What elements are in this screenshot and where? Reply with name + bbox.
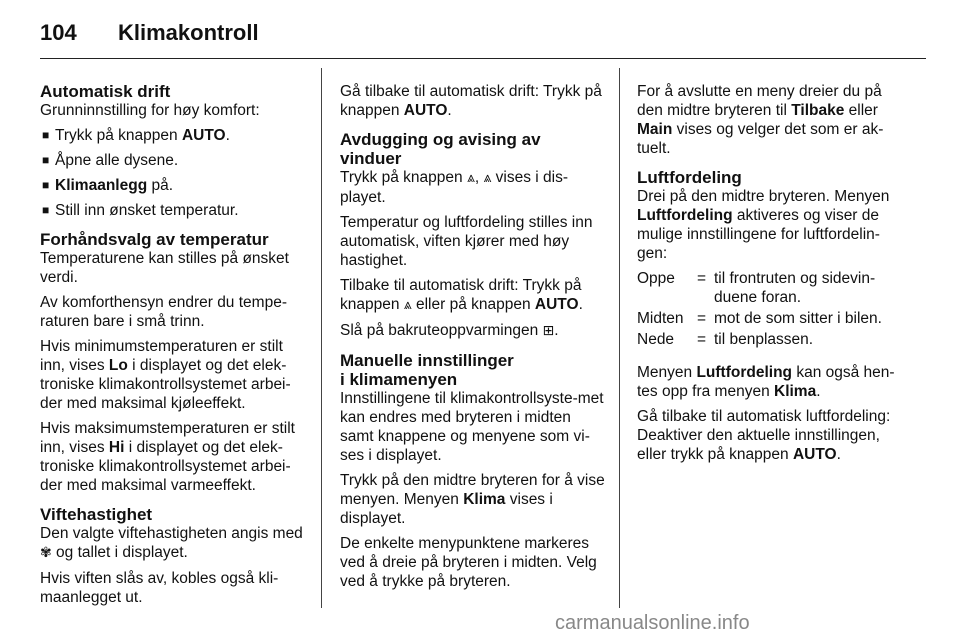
paragraph: Grunninnstilling for høy komfort: [40, 102, 260, 119]
chapter-title: Klimakontroll [118, 20, 259, 45]
paragraph: Hvis viften slås av, kobles også kli-maanlegget ut. [40, 570, 279, 606]
list-item: ■ Klimaanlegg på. [42, 177, 174, 194]
fan-icon: ✾ [40, 545, 52, 561]
list-item: ■ Trykk på knappen AUTO. [42, 127, 230, 144]
page-number: 104 [40, 20, 77, 45]
bullet-icon: ■ [42, 153, 50, 167]
paragraph: Gå tilbake til automatisk drift: Trykk på knappen AUTO. [340, 83, 602, 119]
paragraph: De enkelte menypunktene markeres ved å dreie på bryteren i midten. Velg ved å trykke på bryteren. [340, 535, 597, 590]
rear-window-heating-icon: ⊞ [542, 323, 555, 339]
options-table [637, 269, 905, 351]
list-item: ■ Åpne alle dysene. [42, 152, 179, 169]
section-title: Manuelle innstillinger i klimamenyen [340, 351, 514, 389]
paragraph: Den valgte viftehastigheten angis med ✾ og tallet i displayet. [40, 525, 303, 561]
column-1 [40, 82, 306, 617]
windscreen-defrost-icon: ⩓ [483, 170, 492, 186]
section-title: Forhåndsvalg av temperatur [40, 230, 269, 249]
bullet-icon: ■ [42, 178, 50, 192]
column-3 [637, 82, 905, 474]
bullet-icon: ■ [42, 128, 50, 142]
table-row: Oppe = til frontruten og sidevin-duene foran. [637, 270, 876, 306]
windscreen-defrost-icon: ⩓ [466, 170, 475, 186]
windscreen-defrost-icon: ⩓ [403, 297, 412, 313]
table-row: Midten = mot de som sitter i bilen. [637, 310, 882, 327]
paragraph: Gå tilbake til automatisk luftfordeling: Deaktiver den aktuelle innstillingen, eller trykk på knappen AUTO. [637, 408, 891, 463]
paragraph: Tilbake til automatisk drift: Trykk på knappen ⩓ eller på knappen AUTO. [340, 277, 583, 313]
list-item: ■ Still inn ønsket temperatur. [42, 202, 239, 219]
paragraph: Av komforthensyn endrer du tempe-raturen bare i små trinn. [40, 294, 287, 330]
paragraph: Trykk på knappen ⩓, ⩓ vises i dis-playet. [340, 169, 569, 206]
paragraph: Slå på bakruteoppvarmingen ⊞. [340, 322, 559, 339]
paragraph: For å avslutte en meny dreier du på den midtre bryteren til Tilbake eller Main vises og velger det som er ak-tuelt. [637, 83, 884, 157]
paragraph: Temperatur og luftfordeling stilles inn automatisk, viften kjører med høy hastighet. [340, 214, 593, 269]
paragraph: Temperaturene kan stilles på ønsket verdi. [40, 250, 289, 286]
section-title: Avdugging og avising av vinduer [340, 130, 541, 168]
paragraph: Hvis minimumstemperaturen er stilt inn, vises Lo i displayet og det elek-troniske klimakontrollsystemet arbei-der med maksimal kjøleeffekt. [40, 338, 291, 412]
bullet-list [40, 126, 306, 220]
paragraph: Trykk på den midtre bryteren for å vise menyen. Menyen Klima vises i displayet. [340, 472, 605, 527]
section-title: Automatisk drift [40, 82, 171, 101]
section-title: Viftehastighet [40, 505, 153, 524]
column-divider [321, 68, 322, 608]
section-title: Luftfordeling [637, 168, 742, 187]
bullet-icon: ■ [42, 203, 50, 217]
column-divider [619, 68, 620, 608]
paragraph: Innstillingene til klimakontrollsyste-met kan endres med bryteren i midten samt knappene og menyene som vi-ses i displayet. [340, 390, 604, 464]
table-row: Nede = til benplassen. [637, 331, 814, 348]
column-2 [340, 82, 606, 601]
paragraph: Hvis maksimumstemperaturen er stilt inn, vises Hi i displayet og det elek-troniske klimakontrollsystemet arbei-der med maksimal varmeeffekt. [40, 420, 295, 494]
watermark: carmanualsonline.info [555, 612, 750, 634]
page-header [40, 14, 926, 59]
paragraph: Menyen Luftfordeling kan også hen-tes opp fra menyen Klima. [637, 364, 895, 400]
paragraph: Drei på den midtre bryteren. Menyen Luftfordeling aktiveres og viser de mulige innstillingene for luftfordelin-gen: [637, 188, 890, 262]
